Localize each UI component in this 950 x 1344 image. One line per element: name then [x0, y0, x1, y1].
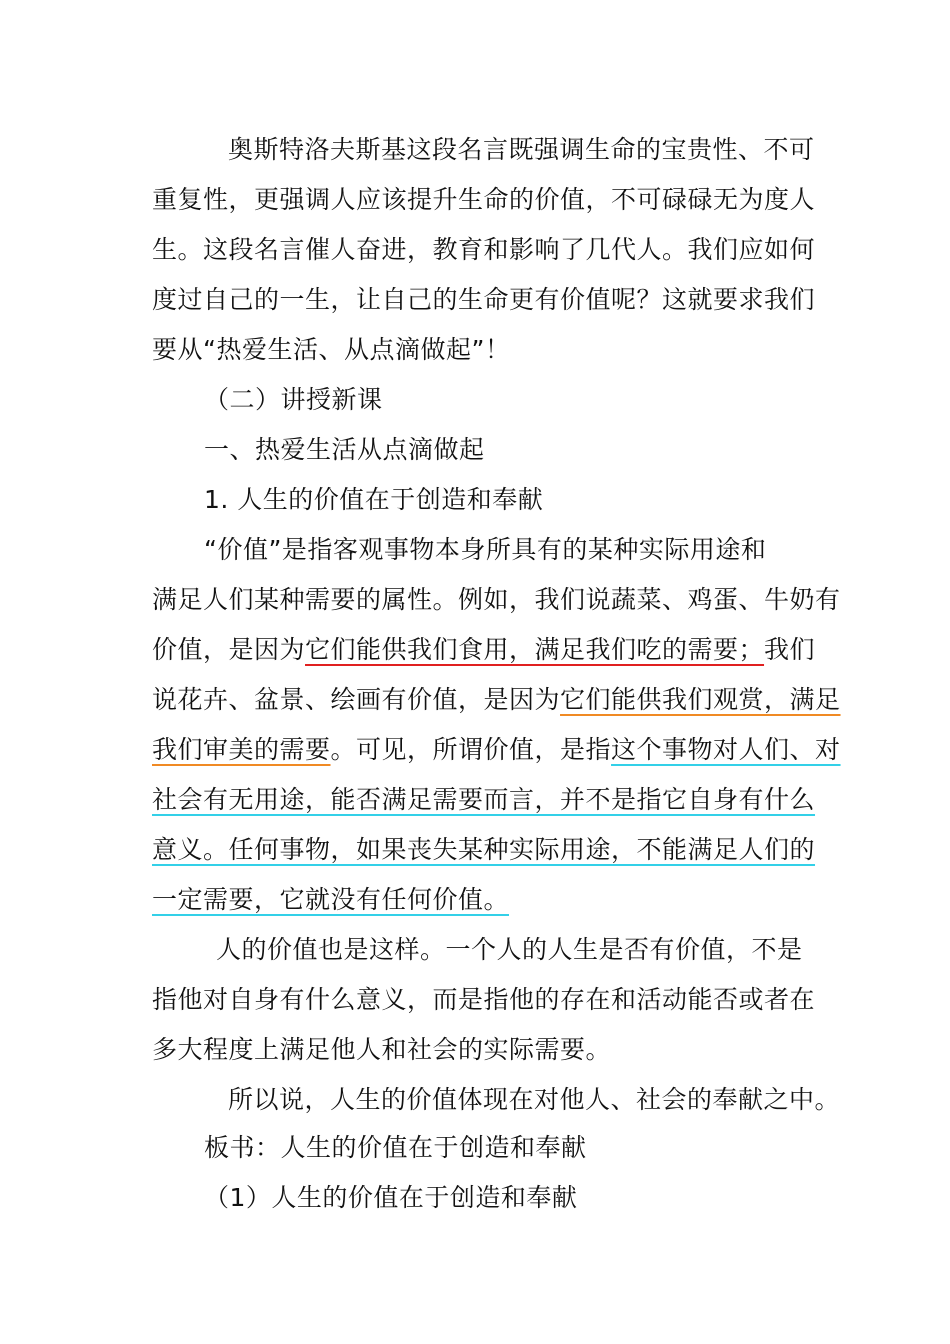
intro-line-2: 重复性，更强调人应该提升生命的价值，不可碌碌无为度人 — [152, 185, 816, 214]
cyan-underlined-text-3: 意义。任何事物，如果丧失某种实际用途，不能满足人们的 — [152, 835, 816, 864]
value-line-6 — [152, 784, 815, 816]
cyan-underlined-text-2: 社会有无用途，能否满足需要而言，并不是指它自身有什么 — [152, 785, 816, 814]
red-underlined-text: 它们能供我们食用，满足我们吃的需要； — [305, 635, 765, 664]
person-line-3: 多大程度上满足他人和社会的实际需要。 — [152, 1035, 612, 1064]
value-line-5-plain: 。可见，所谓价值，是指 — [330, 735, 612, 764]
person-line-2: 指他对自身有什么意义，而是指他的存在和活动能否或者在 — [152, 985, 816, 1014]
value-line-4-plain: 说花卉、盆景、绘画有价值，是因为 — [152, 685, 561, 714]
value-line-3 — [152, 634, 815, 666]
value-line-5 — [152, 734, 841, 766]
intro-line-1: 奥斯特洛夫斯基这段名言既强调生命的宝贵性、不可 — [228, 135, 815, 164]
cyan-underlined-text-1: 这个事物对人们、对 — [611, 735, 841, 764]
orange-underlined-text-2: 我们审美的需要 — [152, 735, 331, 764]
board-item: （1）人生的价值在于创造和奉献 — [204, 1183, 578, 1212]
intro-line-4: 度过自己的一生，让自己的生命更有价值呢？这就要求我们 — [152, 285, 816, 314]
person-line-1: 人的价值也是这样。一个人的人生是否有价值，不是 — [216, 935, 803, 964]
value-line-3-plain-end: 我们 — [764, 635, 816, 664]
cyan-underlined-text-4: 一定需要，它就没有任何价值。 — [152, 885, 510, 914]
intro-line-3: 生。这段名言催人奋进，教育和影响了几代人。我们应如何 — [152, 235, 816, 264]
value-line-1: “价值”是指客观事物本身所具有的某种实际用途和 — [204, 535, 767, 564]
value-line-7 — [152, 834, 815, 866]
value-line-2: 满足人们某种需要的属性。例如，我们说蔬菜、鸡蛋、牛奶有 — [152, 585, 841, 614]
board-note: 板书：人生的价值在于创造和奉献 — [204, 1133, 587, 1162]
section-heading: （二）讲授新课 — [204, 385, 383, 414]
value-line-8 — [152, 884, 509, 916]
intro-line-5: 要从“热爱生活、从点滴做起”！ — [152, 335, 511, 364]
subtopic-heading: 1. 人生的价值在于创造和奉献 — [204, 485, 544, 514]
topic-heading: 一、热爱生活从点滴做起 — [204, 435, 485, 464]
conclusion-text: 所以说，人生的价值体现在对他人、社会的奉献之中。 — [228, 1085, 841, 1114]
value-line-3-plain-start: 价值，是因为 — [152, 635, 306, 664]
value-line-4 — [152, 684, 841, 716]
orange-underlined-text-1: 它们能供我们观赏，满足 — [560, 685, 841, 714]
